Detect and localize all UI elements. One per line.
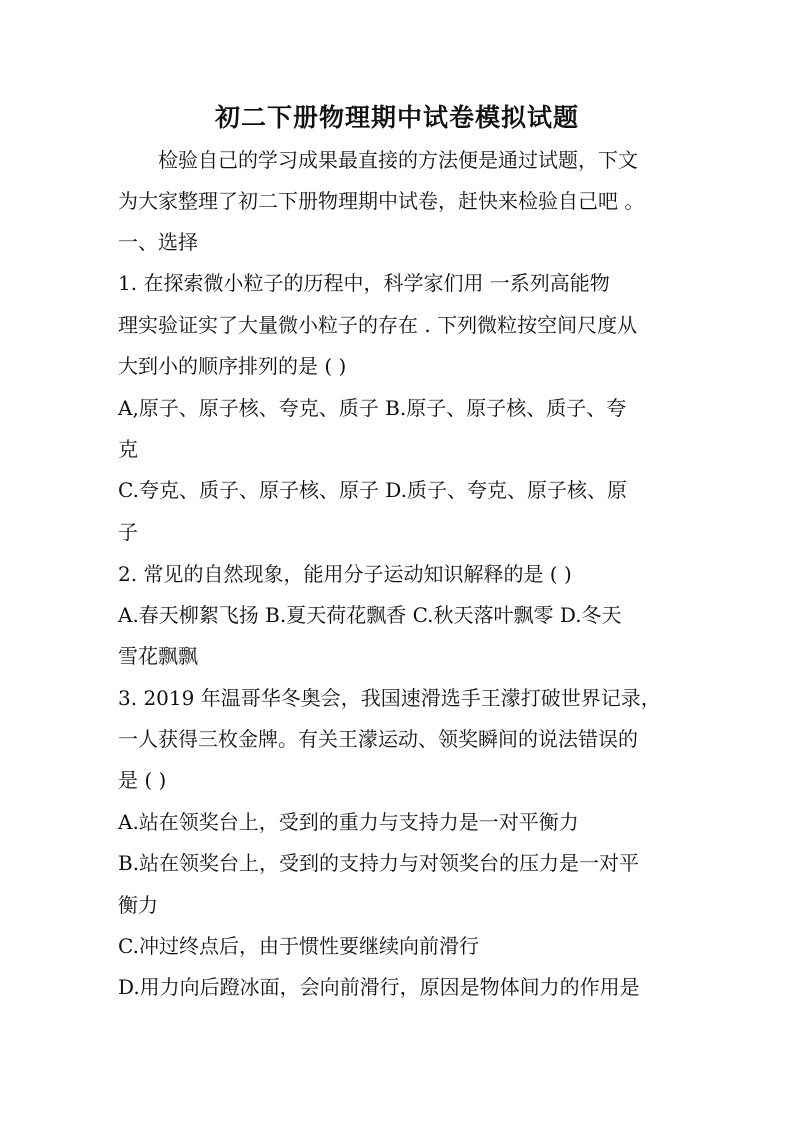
question-2-option-line-1: A.春天柳絮飞扬 B.夏天荷花飘香 C.秋天落叶飘零 D.冬天 <box>118 603 622 627</box>
intro-line-2: 为大家整理了初二下册物理期中试卷，赶快来检验自己吧 。 <box>118 189 645 213</box>
question-1-option-line-2: 克 <box>118 437 138 461</box>
question-2-option-line-2: 雪花飘飘 <box>118 644 198 668</box>
question-3-option-line-1: A.站在领奖台上，受到的重力与支持力是一对平衡力 <box>118 810 579 834</box>
question-3-option-line-5: D.用力向后蹬冰面，会向前滑行，原因是物体间力的作用是 <box>118 975 640 999</box>
question-3-line-2: 一人获得三枚金牌。有关王濛运动、领奖瞬间的说法错误的 <box>118 727 638 751</box>
intro-line-1: 检验自己的学习成果最直接的方法便是通过试题，下文 <box>158 148 638 172</box>
section-heading: 一、选择 <box>118 230 198 254</box>
question-1-line-3: 大到小的顺序排列的是 ( ) <box>118 354 347 378</box>
question-3-option-line-2: B.站在领奖台上，受到的支持力与对领奖台的压力是一对平 <box>118 851 640 875</box>
question-1-option-line-3: C.夸克、质子、原子核、原子 D.质子、夸克、原子核、原 <box>118 478 627 502</box>
question-3-option-line-4: C.冲过终点后，由于惯性要继续向前滑行 <box>118 934 479 958</box>
question-1-option-line-1: A,原子、原子核、夸克、质子 B.原子、原子核、质子、夸 <box>118 396 627 420</box>
page-title: 初二下册物理期中试卷模拟试题 <box>214 103 579 132</box>
question-3-option-line-3: 衡力 <box>118 893 158 917</box>
question-3-line-3: 是 ( ) <box>118 768 167 792</box>
question-3-line-1: 3. 2019 年温哥华冬奥会，我国速滑选手王濛打破世界记录， <box>118 686 661 710</box>
question-1-option-line-4: 子 <box>118 520 138 544</box>
question-1-line-1: 1. 在探索微小粒子的历程中，科学家们用 一系列高能物 <box>118 271 610 295</box>
question-1-line-2: 理实验证实了大量微小粒子的存在 . 下列微粒按空间尺度从 <box>118 313 638 337</box>
question-2-line-1: 2. 常见的自然现象，能用分子运动知识解释的是 ( ) <box>118 562 572 586</box>
